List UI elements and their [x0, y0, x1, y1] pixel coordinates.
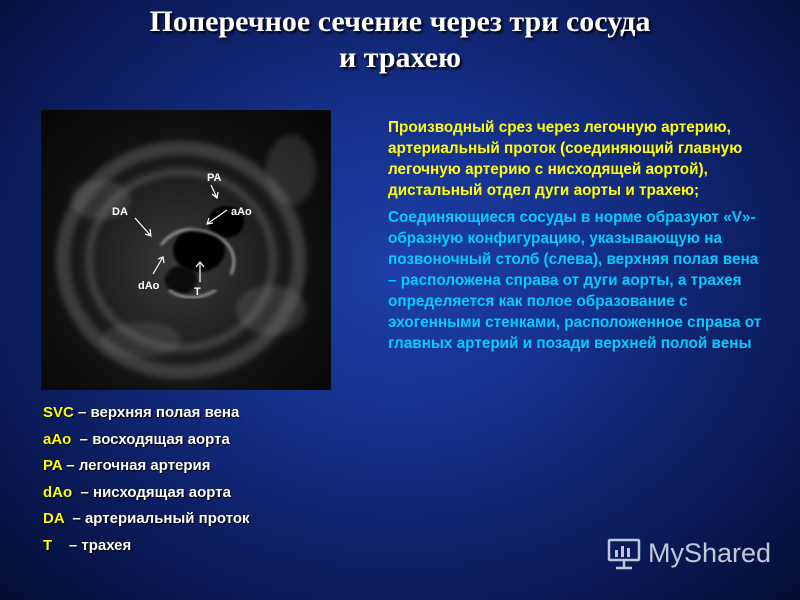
legend-item-svc: [43, 400, 363, 427]
legend-item-t: [43, 533, 363, 560]
legend-abbr: SVC: [43, 404, 74, 421]
legend-text: – легочная артерия: [62, 457, 211, 474]
legend-item-aao: [43, 427, 363, 454]
abbreviation-legend: [43, 400, 363, 559]
legend-item-pa: [43, 453, 363, 480]
legend-item-dao: [43, 480, 363, 507]
legend-abbr: DA: [43, 510, 65, 527]
legend-text: – восходящая аорта: [71, 430, 230, 448]
legend-text: – верхняя полая вена: [73, 404, 240, 421]
legend-abbr: PA: [43, 457, 63, 474]
slide-title: [0, 4, 800, 76]
description-block: [388, 117, 768, 354]
legend-abbr: aAo: [43, 430, 72, 448]
label-dao: dAo: [138, 280, 160, 292]
legend-abbr: dAo: [43, 483, 73, 501]
legend-text: – артериальный проток: [64, 510, 250, 527]
label-aao: aAo: [231, 206, 252, 218]
legend-item-da: [43, 506, 363, 533]
slide-title-line1: Поперечное сечение через три сосуда: [149, 5, 651, 38]
logo-text: MyShared: [648, 537, 772, 568]
description-cyan: Соединяющиеся сосуды в норме образуют «V»-образную конфигурацию, указывающую на позвоночный столб (слева), верхняя полая вена – расположена справа от дуги аорты, а трахея определяется как полое образование с эхогенными стенками, расположенное справа от главных артерий и позади верхней полой вены: [388, 209, 762, 352]
legend-text: – нисходящая аорта: [72, 483, 231, 501]
label-da: DA: [112, 206, 128, 218]
presentation-icon: [606, 535, 642, 571]
legend-abbr: T: [43, 536, 53, 554]
watermark-logo: [606, 533, 786, 573]
label-pa: PA: [207, 172, 222, 184]
slide-title-line2: и трахею: [338, 41, 462, 74]
description-yellow: Производный срез через легочную артерию, артериальный проток (соединяющий главную легочную артерию с нисходящей аортой), дистальный отдел дуги аорты и трахею;: [388, 119, 743, 199]
ultrasound-image: [41, 110, 331, 390]
ultrasound-drawing: [41, 110, 331, 390]
label-t: T: [194, 286, 201, 298]
legend-text: – трахея: [52, 536, 132, 554]
